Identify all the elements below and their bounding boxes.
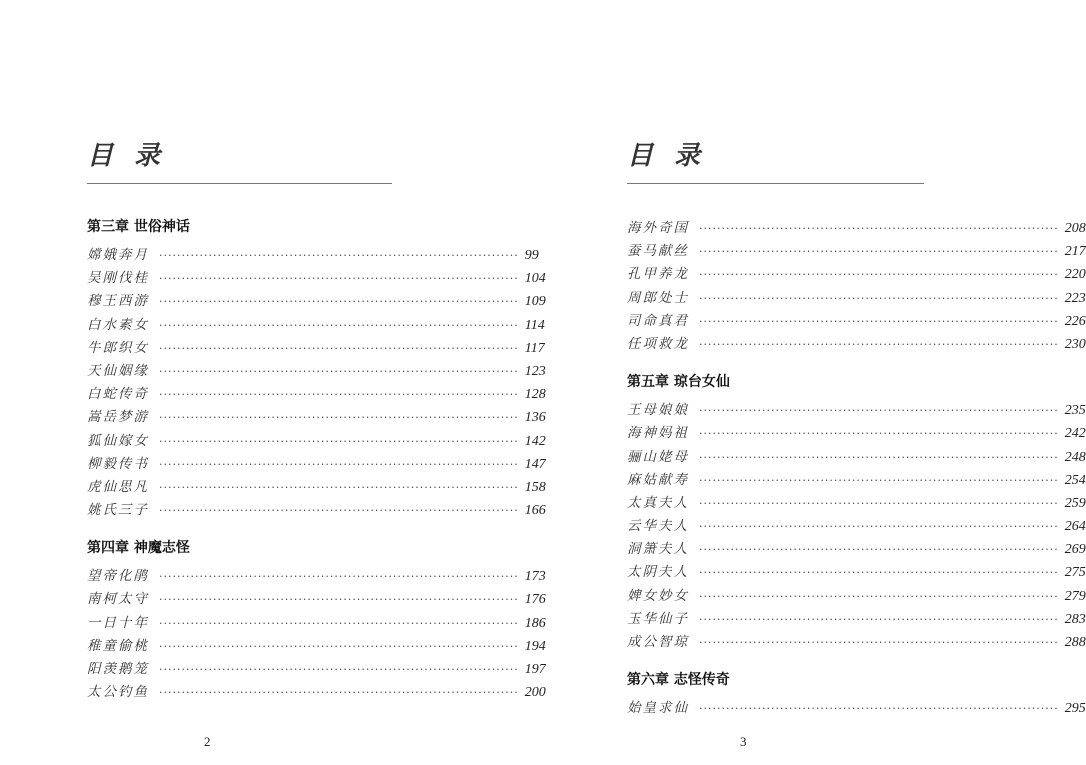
entry-page-number: 104 xyxy=(524,271,546,287)
right-page xyxy=(490,0,1086,765)
entry-page-number: 242 xyxy=(1064,426,1086,442)
entry-title: 婢女妙女 xyxy=(627,587,689,604)
entry-title: 任项救龙 xyxy=(627,335,689,352)
entry-title: 柳毅传书 xyxy=(87,455,149,472)
toc-entry[interactable] xyxy=(87,383,546,406)
toc-entry[interactable] xyxy=(87,244,539,267)
toc-entry[interactable] xyxy=(627,585,1086,608)
entry-page-number: 166 xyxy=(524,503,546,519)
heading-rule xyxy=(87,183,392,184)
entry-page-number: 176 xyxy=(524,592,546,608)
toc-entry[interactable] xyxy=(627,515,1086,538)
entry-page-number: 197 xyxy=(524,662,546,677)
dot-leader: ················································································ xyxy=(159,295,519,309)
entry-page-number: 123 xyxy=(524,363,546,379)
dot-leader: ················································································ xyxy=(159,616,519,630)
dot-leader: ················································································ xyxy=(159,686,519,700)
entry-title: 始皇求仙 xyxy=(627,700,689,717)
dot-leader: ················································································ xyxy=(159,411,519,425)
dot-leader: ················································································ xyxy=(699,520,1059,534)
toc-list xyxy=(87,217,546,704)
entry-page-number: 217 xyxy=(1064,244,1086,260)
dot-leader: ················································································ xyxy=(159,480,519,494)
entry-page-number: 295 xyxy=(1064,701,1086,717)
entry-title: 虎仙思凡 xyxy=(87,478,149,495)
dot-leader: ················································································ xyxy=(159,364,519,378)
entry-page-number: 248 xyxy=(1064,449,1086,465)
entry-title: 孔甲养龙 xyxy=(627,266,689,283)
dot-leader: ················································································ xyxy=(699,566,1059,580)
toc-entry[interactable] xyxy=(627,333,1086,356)
entry-page-number: 275 xyxy=(1064,565,1086,581)
dot-leader: ················································································ xyxy=(159,504,519,518)
dot-leader: ················································································ xyxy=(159,388,519,402)
entry-title: 白水素女 xyxy=(87,316,149,333)
dot-leader: ················································································ xyxy=(699,450,1059,464)
toc-entry[interactable] xyxy=(87,314,545,337)
dot-leader: ················································································ xyxy=(699,245,1059,259)
toc-entry[interactable] xyxy=(627,538,1086,561)
entry-page-number: 230 xyxy=(1064,336,1086,352)
entry-title: 蚕马献丝 xyxy=(627,243,689,260)
entry-title: 白蛇传奇 xyxy=(87,386,149,403)
entry-title: 望帝化鹃 xyxy=(87,568,149,585)
dot-leader: ················································································ xyxy=(159,434,519,448)
toc-entry[interactable] xyxy=(87,267,546,290)
entry-title: 司命真君 xyxy=(627,312,689,329)
entry-page-number: 223 xyxy=(1064,290,1086,306)
dot-leader: ················································································ xyxy=(699,473,1059,487)
entry-page-number: 117 xyxy=(524,340,545,356)
entry-page-number: 158 xyxy=(524,479,546,495)
entry-title: 一日十年 xyxy=(87,614,149,631)
chapter-heading: 第五章 琼台女仙 xyxy=(627,374,730,391)
chapter-spacer xyxy=(627,654,924,670)
entry-page-number: 288 xyxy=(1064,635,1086,650)
entry-title: 狐仙嫁女 xyxy=(87,432,149,449)
entry-page-number: 226 xyxy=(1064,313,1086,329)
entry-page-number: 254 xyxy=(1064,472,1086,488)
toc-heading: 目 录 xyxy=(87,141,167,171)
entry-title: 玉华仙子 xyxy=(627,610,689,627)
dot-leader: ················································································ xyxy=(159,570,519,584)
dot-leader: ················································································ xyxy=(159,272,519,286)
entry-page-number: 109 xyxy=(524,294,546,310)
entry-page-number: 279 xyxy=(1064,588,1086,604)
dot-leader: ················································································ xyxy=(699,702,1059,716)
entry-title: 南柯太守 xyxy=(87,591,149,608)
dot-leader: ················································································ xyxy=(159,318,519,332)
entry-page-number: 136 xyxy=(524,410,546,426)
dot-leader: ················································································ xyxy=(699,337,1059,351)
heading-rule xyxy=(627,183,924,184)
toc-entry[interactable] xyxy=(627,492,1086,515)
dot-leader: ················································································ xyxy=(699,222,1059,235)
toc-entry[interactable] xyxy=(87,290,546,313)
entry-title: 牛郎织女 xyxy=(87,339,149,356)
entry-title: 姚氏三子 xyxy=(87,502,149,519)
chapter-spacer xyxy=(627,356,924,372)
toc-entry[interactable] xyxy=(87,588,546,611)
toc-entry[interactable] xyxy=(87,635,546,658)
toc-heading: 目 录 xyxy=(627,141,707,171)
toc-entry[interactable] xyxy=(87,476,546,499)
dot-leader: ················································································ xyxy=(699,612,1059,626)
entry-title: 麻姑献寿 xyxy=(627,471,689,488)
entry-page-number: 264 xyxy=(1064,519,1086,535)
dot-leader: ················································································ xyxy=(159,639,519,653)
entry-title: 王母娘娘 xyxy=(627,402,689,419)
entry-page-number: 259 xyxy=(1064,495,1086,511)
entry-title: 周郎处士 xyxy=(627,289,689,306)
entry-page-number: 200 xyxy=(524,685,546,701)
entry-page-number: 235 xyxy=(1064,403,1086,419)
dot-leader: ················································································ xyxy=(699,543,1059,557)
entry-title: 天仙姻缘 xyxy=(87,362,149,379)
toc-entry[interactable] xyxy=(87,406,546,429)
entry-title: 骊山姥母 xyxy=(627,448,689,465)
entry-page-number: 114 xyxy=(524,317,545,333)
entry-page-number: 128 xyxy=(524,387,546,403)
entry-title: 嫦娥奔月 xyxy=(87,247,149,263)
chapter-heading: 第六章 志怪传奇 xyxy=(627,672,730,689)
toc-entry[interactable] xyxy=(627,631,1086,654)
toc-entry[interactable] xyxy=(627,608,1086,631)
entry-title: 云华夫人 xyxy=(627,518,689,535)
toc-entry[interactable] xyxy=(627,310,1086,333)
toc-entry[interactable] xyxy=(87,499,546,522)
entry-title: 洞箫夫人 xyxy=(627,541,689,558)
dot-leader: ················································································ xyxy=(699,636,1059,649)
entry-title: 海神妈祖 xyxy=(627,425,689,442)
entry-page-number: 99 xyxy=(524,248,539,263)
toc-entry[interactable] xyxy=(87,430,546,453)
dot-leader: ················································································ xyxy=(699,496,1059,510)
toc-entry[interactable] xyxy=(87,681,546,704)
chapter-heading: 第四章 神魔志怪 xyxy=(87,540,190,557)
entry-title: 海外奇国 xyxy=(627,220,689,236)
entry-title: 太阴夫人 xyxy=(627,564,689,581)
toc-entry[interactable] xyxy=(627,446,1086,469)
toc-entry[interactable] xyxy=(627,240,1086,263)
toc-entry[interactable] xyxy=(627,697,1086,720)
entry-title: 成公智琼 xyxy=(627,634,689,650)
toc-entry[interactable] xyxy=(87,658,546,681)
toc-entry[interactable] xyxy=(627,469,1086,492)
toc-entry[interactable] xyxy=(87,453,546,476)
dot-leader: ················································································ xyxy=(699,589,1059,603)
toc-entry[interactable] xyxy=(87,565,546,588)
toc-entry[interactable] xyxy=(627,399,1086,422)
toc-entry[interactable] xyxy=(627,217,1086,240)
toc-entry[interactable] xyxy=(87,360,546,383)
dot-leader: ················································································ xyxy=(699,404,1059,418)
dot-leader: ················································································ xyxy=(699,314,1059,328)
entry-title: 嵩岳梦游 xyxy=(87,409,149,426)
entry-page-number: 194 xyxy=(524,638,546,654)
entry-title: 穆王西游 xyxy=(87,293,149,310)
dot-leader: ················································································ xyxy=(159,341,519,355)
toc-list xyxy=(627,217,1086,720)
dot-leader: ················································································ xyxy=(159,457,519,471)
entry-title: 阳羡鹅笼 xyxy=(87,661,149,677)
dot-leader: ················································································ xyxy=(699,427,1059,441)
entry-page-number: 173 xyxy=(524,569,546,585)
entry-page-number: 186 xyxy=(524,615,546,631)
entry-page-number: 208 xyxy=(1064,221,1086,236)
entry-title: 太公钓鱼 xyxy=(87,684,149,701)
toc-entry[interactable] xyxy=(87,612,546,635)
entry-title: 吴刚伐桂 xyxy=(87,270,149,287)
dot-leader: ················································································ xyxy=(159,663,519,676)
toc-entry[interactable] xyxy=(87,337,545,360)
entry-title: 稚童偷桃 xyxy=(87,637,149,654)
page-number: 2 xyxy=(204,734,211,749)
dot-leader: ················································································ xyxy=(699,291,1059,305)
toc-entry[interactable] xyxy=(627,561,1086,584)
toc-entry[interactable] xyxy=(627,287,1086,310)
toc-entry[interactable] xyxy=(627,422,1086,445)
entry-page-number: 142 xyxy=(524,433,546,449)
dot-leader: ················································································ xyxy=(159,249,519,262)
toc-entry[interactable] xyxy=(627,263,1086,286)
entry-page-number: 147 xyxy=(524,456,546,472)
chapter-heading: 第三章 世俗神话 xyxy=(87,219,190,235)
dot-leader: ················································································ xyxy=(159,593,519,607)
dot-leader: ················································································ xyxy=(699,268,1059,282)
entry-page-number: 269 xyxy=(1064,542,1086,558)
entry-title: 太真夫人 xyxy=(627,494,689,511)
chapter-spacer xyxy=(87,522,393,538)
entry-page-number: 283 xyxy=(1064,611,1086,627)
entry-page-number: 220 xyxy=(1064,267,1086,283)
page-number: 3 xyxy=(740,734,747,749)
